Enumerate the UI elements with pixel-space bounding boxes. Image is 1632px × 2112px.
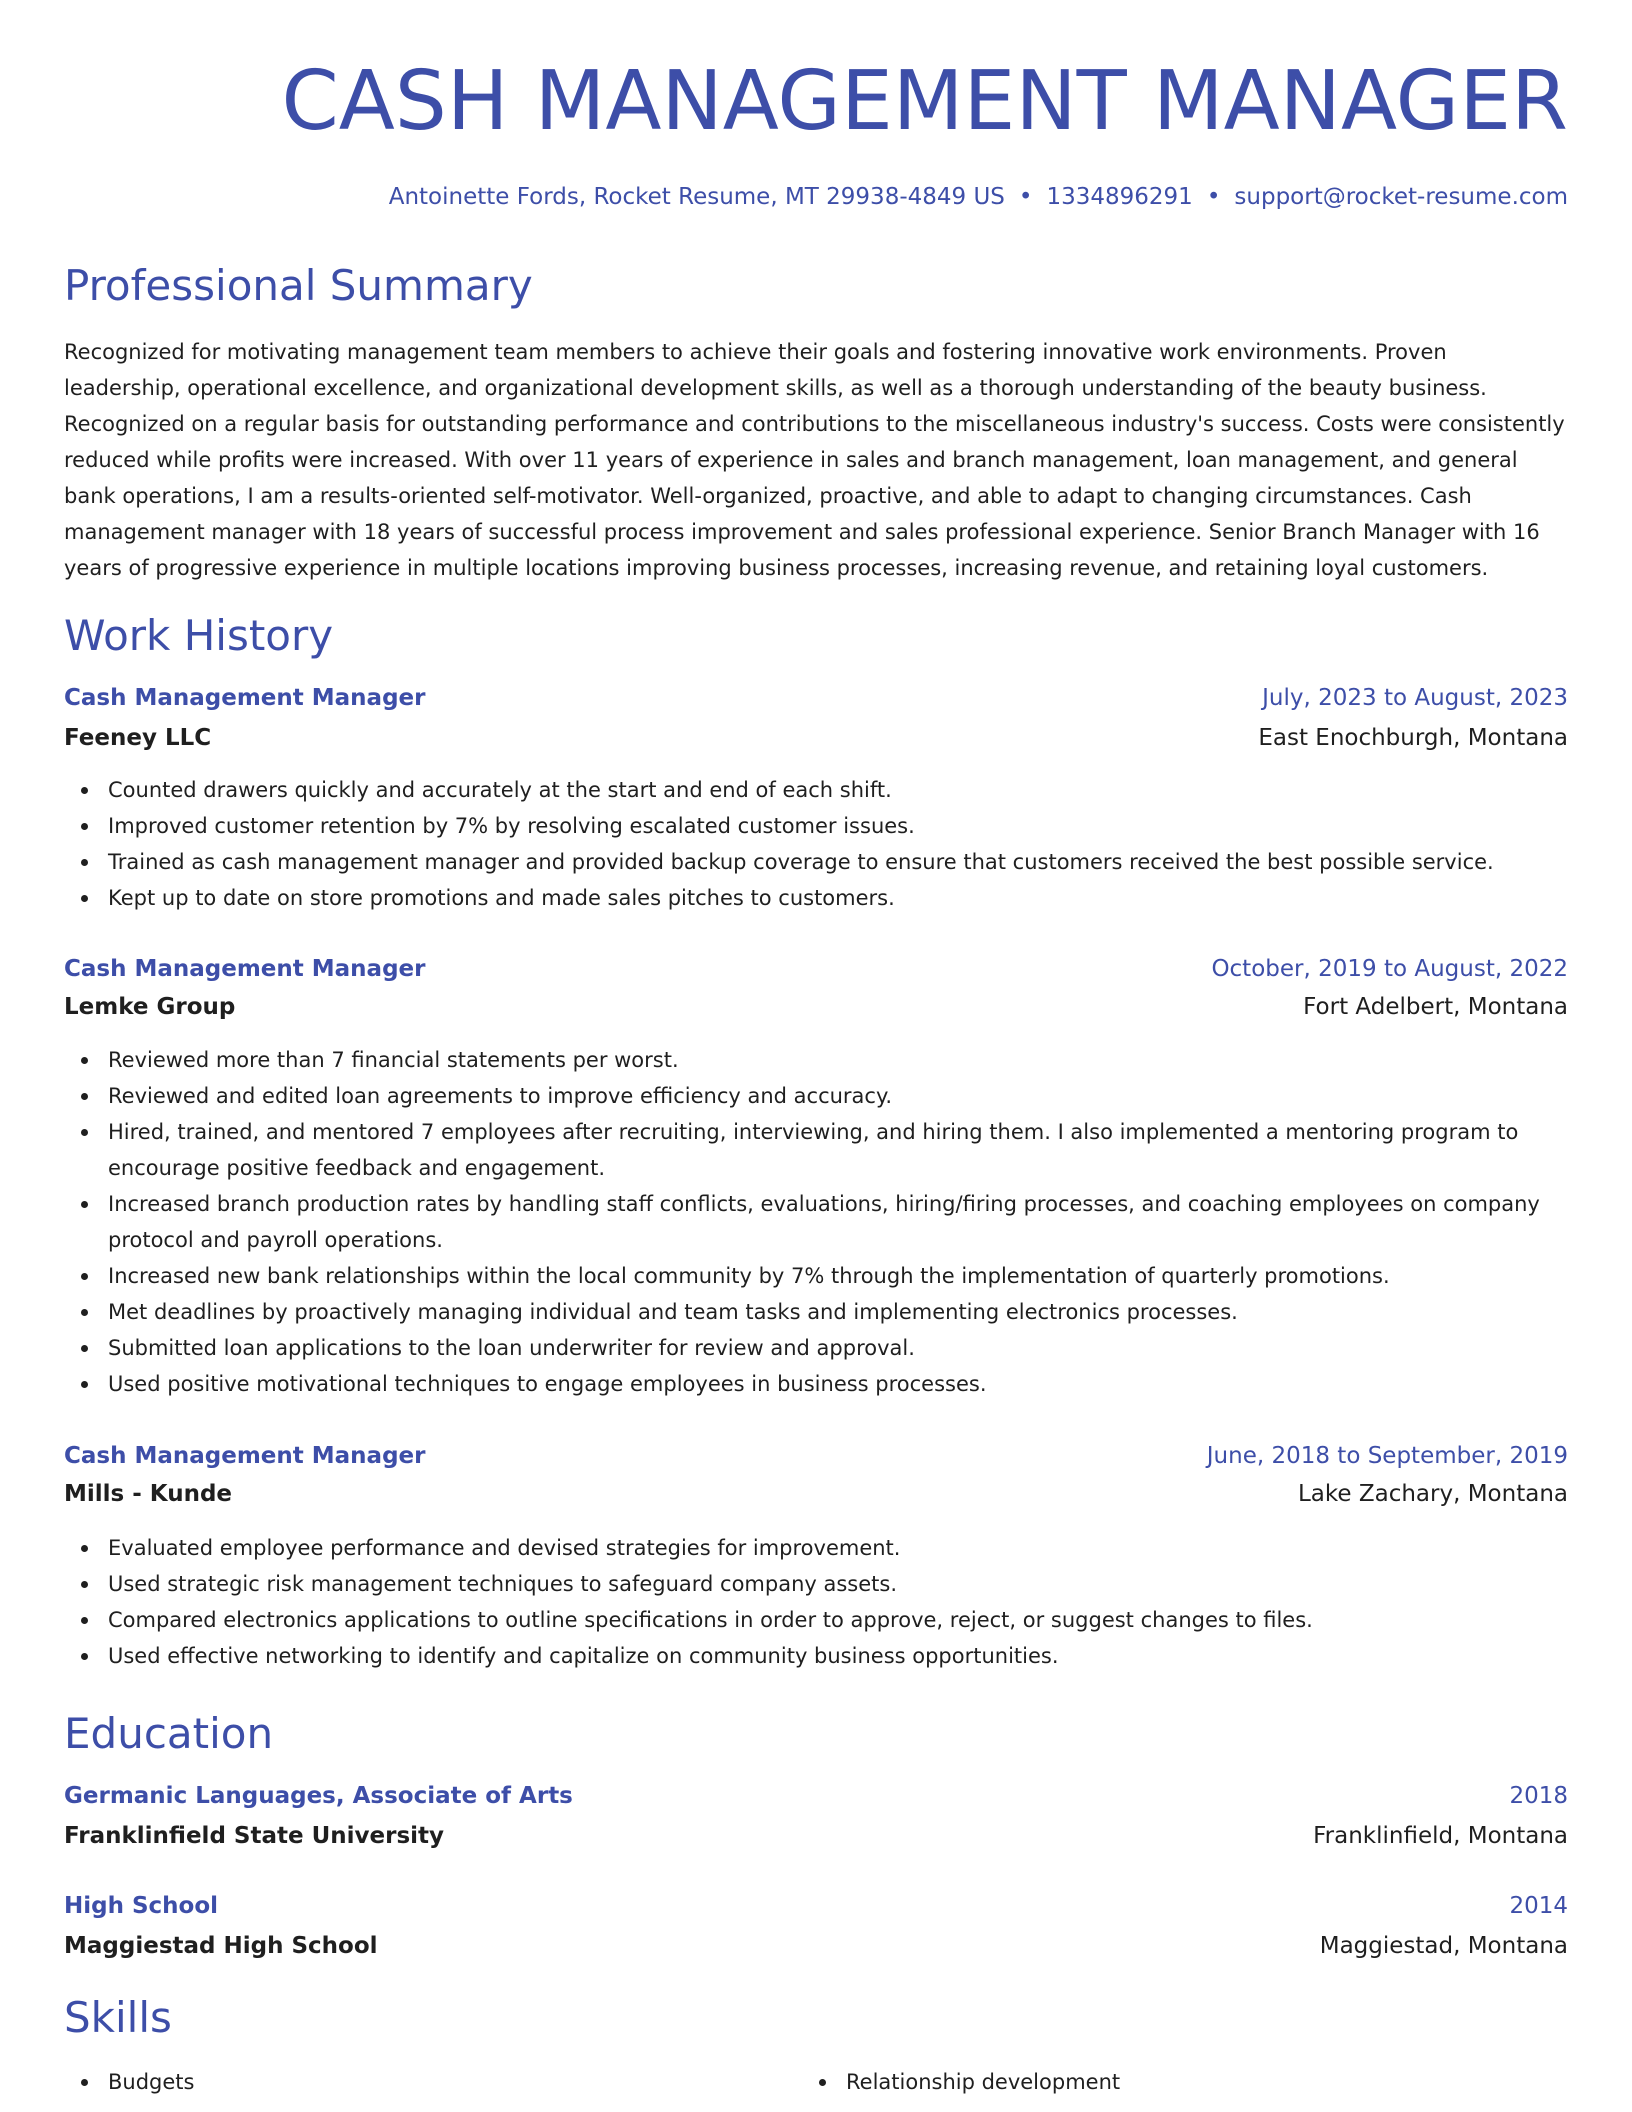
list-item: Increased new bank relationships within the local community by 7% through the implementation of quarterly promotions.: [108, 1258, 1568, 1294]
education-school-row: [64, 1928, 1568, 1964]
education-header-row: [64, 1888, 1568, 1924]
list-item: Reviewed more than 7 financial statements per worst.: [108, 1042, 1568, 1078]
skill-item: Budgets: [108, 2064, 194, 2100]
job-company-row: [64, 720, 1568, 756]
education-degree: High School: [64, 1893, 219, 1919]
job-header-row: [64, 680, 1568, 716]
section-heading-skills: Skills: [64, 1993, 172, 2042]
job-role: Cash Management Manager: [64, 956, 426, 982]
contact-separator: •: [1018, 184, 1033, 210]
skill-item: Relationship development: [846, 2064, 1120, 2100]
job-company: Feeney LLC: [64, 725, 212, 751]
job-company-row: [64, 1476, 1568, 1512]
contact-separator: •: [1206, 184, 1221, 210]
contact-line: [389, 180, 1568, 214]
list-item: Trained as cash management manager and provided backup coverage to ensure that customers received the best possible service.: [108, 844, 1568, 880]
job-company: Lemke Group: [64, 994, 236, 1020]
education-year: 2014: [1509, 1893, 1568, 1919]
section-heading-education: Education: [64, 1709, 274, 1758]
job-bullets: [64, 772, 1568, 916]
education-location: Maggiestad, Montana: [1319, 1933, 1568, 1959]
list-item: Used positive motivational techniques to engage employees in business processes.: [108, 1366, 1568, 1402]
list-item: Reviewed and edited loan agreements to improve efficiency and accuracy.: [108, 1078, 1568, 1114]
resume-title: CASH MANAGEMENT MANAGER: [281, 54, 1568, 149]
list-item: Increased branch production rates by handling staff conflicts, evaluations, hiring/firing processes, and coaching employees on company protocol and payroll operations.: [108, 1186, 1568, 1258]
contact-phone: 1334896291: [1046, 184, 1193, 210]
job-role: Cash Management Manager: [64, 1443, 426, 1469]
section-heading-work-history: Work History: [64, 611, 334, 660]
list-item: Counted drawers quickly and accurately at the start and end of each shift.: [108, 772, 1568, 808]
list-item: Met deadlines by proactively managing individual and team tasks and implementing electronics processes.: [108, 1294, 1568, 1330]
job-role: Cash Management Manager: [64, 685, 426, 711]
job-dates: July, 2023 to August, 2023: [1262, 685, 1568, 711]
contact-address: Antoinette Fords, Rocket Resume, MT 29938-4849 US: [388, 184, 1005, 210]
education-degree: Germanic Languages, Associate of Arts: [64, 1783, 573, 1809]
list-item: Used effective networking to identify and capitalize on community business opportunities.: [108, 1638, 1568, 1674]
section-heading-summary: Professional Summary: [64, 261, 533, 310]
list-item: Submitted loan applications to the loan underwriter for review and approval.: [108, 1330, 1568, 1366]
education-school-row: [64, 1818, 1568, 1854]
job-company-row: [64, 989, 1568, 1025]
list-item: Hired, trained, and mentored 7 employees after recruiting, interviewing, and hiring them. I also implemented a mentoring program to encourage positive feedback and engagement.: [108, 1114, 1568, 1186]
job-header-row: [64, 951, 1568, 987]
education-school: Franklinfield State University: [64, 1823, 445, 1849]
list-item: Compared electronics applications to outline specifications in order to approve, reject, or suggest changes to files.: [108, 1602, 1568, 1638]
job-bullets: [64, 1042, 1568, 1402]
education-location: Franklinfield, Montana: [1313, 1823, 1568, 1849]
education-school: Maggiestad High School: [64, 1933, 378, 1959]
education-year: 2018: [1509, 1783, 1568, 1809]
summary-text: Recognized for motivating management team members to achieve their goals and fostering innovative work environments. Proven leadership, operational excellence, and organizational development skills, as well as a thorough understanding of the beauty business. Recognized on a regular basis for outstanding performance and contributions to the miscellaneous industry's success. Costs were consistently reduced while profits were increased. With over 11 years of experience in sales and branch management, loan management, and general bank operations, I am a results-oriented self-motivator. Well-organized, proactive, and able to adapt to changing circumstances. Cash management manager with 18 years of successful process improvement and sales professional experience. Senior Branch Manager with 16 years of progressive experience in multiple locations improving business processes, increasing revenue, and retaining loyal customers.: [64, 340, 1565, 580]
list-item: Used strategic risk management techniques to safeguard company assets.: [108, 1566, 1568, 1602]
job-bullets: [64, 1530, 1568, 1674]
job-location: East Enochburgh, Montana: [1258, 725, 1568, 751]
list-item: Improved customer retention by 7% by resolving escalated customer issues.: [108, 808, 1568, 844]
job-dates: June, 2018 to September, 2019: [1206, 1443, 1568, 1469]
education-header-row: [64, 1778, 1568, 1814]
list-item: Evaluated employee performance and devised strategies for improvement.: [108, 1530, 1568, 1566]
contact-email: support@rocket-resume.com: [1234, 184, 1568, 210]
job-dates: October, 2019 to August, 2022: [1211, 956, 1568, 982]
job-company: Mills - Kunde: [64, 1481, 233, 1507]
list-item: Kept up to date on store promotions and made sales pitches to customers.: [108, 880, 1568, 916]
job-header-row: [64, 1438, 1568, 1474]
job-location: Lake Zachary, Montana: [1297, 1481, 1568, 1507]
job-location: Fort Adelbert, Montana: [1303, 994, 1568, 1020]
